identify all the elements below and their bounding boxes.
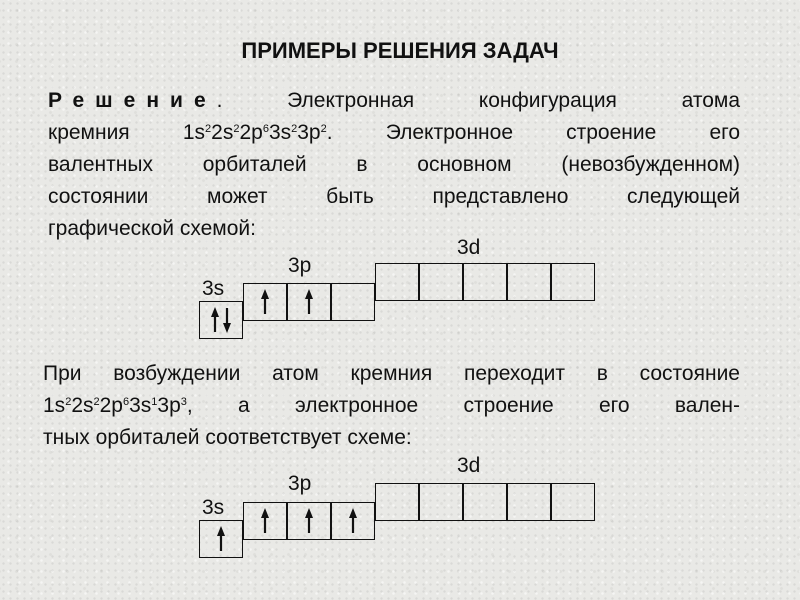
single-electron-icon — [295, 507, 323, 535]
orbital-3p — [287, 502, 331, 540]
excited-config-line: $1s^22s^22p^63s^13p^3$, а электронное строение его вален- — [43, 394, 740, 417]
electron-up-arrow — [261, 508, 269, 533]
electron-up-arrow — [349, 508, 357, 533]
orbital-3p — [331, 502, 375, 540]
label-3s: 3s — [202, 496, 225, 519]
single-electron-icon — [339, 507, 367, 535]
electron-up-arrow — [305, 508, 313, 533]
electron-up-arrow — [217, 526, 225, 551]
orbital-3d — [375, 483, 419, 521]
page-title: ПРИМЕРЫ РЕШЕНИЯ ЗАДАЧ — [241, 38, 559, 63]
label-3p: 3p — [288, 254, 312, 277]
solution-line-3: валентных орбиталей в основном (невозбужденном) — [48, 153, 740, 176]
label-3s: 3s — [202, 277, 225, 300]
orbital-3p — [243, 502, 287, 540]
single-electron-icon — [251, 507, 279, 535]
label-3p: 3p — [288, 472, 312, 495]
solution-lead: Решение — [48, 89, 217, 112]
solution-line-1: Решение. Электронная конфигурация атома — [48, 89, 740, 112]
label-3d: 3d — [457, 454, 481, 477]
ground-config-line: кремния $1s^22s^22p^63s^23p^2$. Электронное строение его — [48, 121, 740, 144]
excitation-line-3: тных орбиталей соответствует схеме: — [43, 426, 412, 449]
orbital-3d — [551, 483, 595, 521]
single-electron-icon — [207, 525, 235, 553]
excitation-line-1: При возбуждении атом кремния переходит в состояние — [43, 362, 740, 385]
orbital-3s — [199, 520, 243, 558]
label-3d: 3d — [457, 236, 481, 259]
orbital-3d — [419, 483, 463, 521]
solution-line-5: графической схемой: — [48, 217, 256, 240]
orbital-3d — [463, 483, 507, 521]
solution-line-4: состоянии может быть представлено следующей — [48, 185, 740, 208]
orbital-3d — [507, 483, 551, 521]
